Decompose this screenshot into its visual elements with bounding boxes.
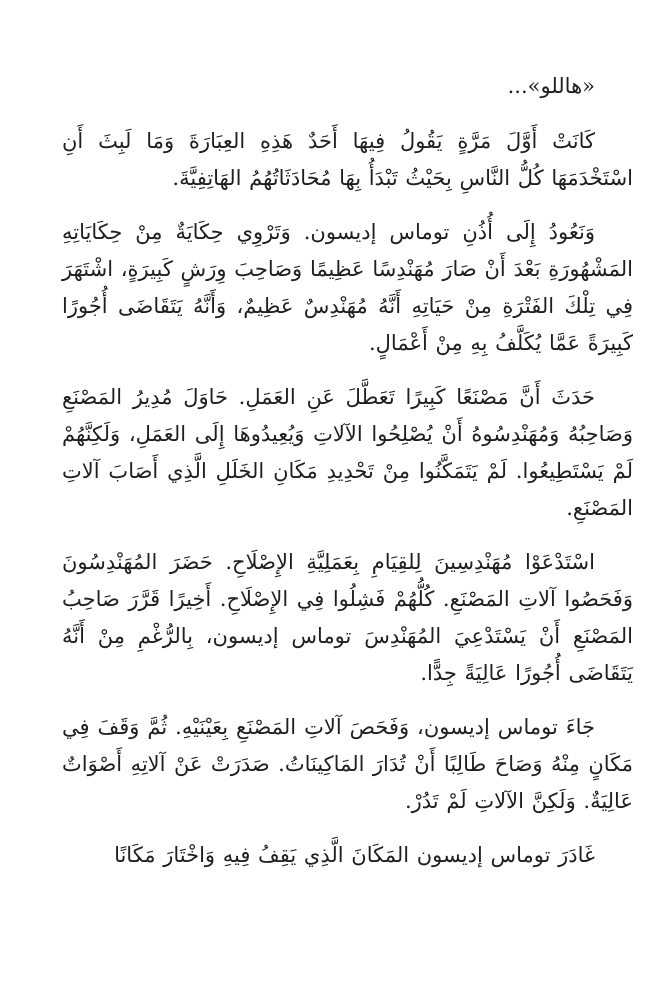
opening-line: «هاللو»...: [507, 74, 595, 98]
paragraph-3: حَدَثَ أَنَّ مَصْنَعًا كَبِيرًا تَعَطَّلَ عَنِ العَمَلِ. حَاوَلَ مُدِيرُ المَصْنَعِ وَصَاحِبُهُ وَمُهَنْدِسُوهُ أَنْ يُصْلِحُوا الآلاتِ وَيُعِيدُوهَا إِلَى العَمَلِ، وَلَكِنَّهُمْ لَمْ يَسْتَطِيعُوا. لَمْ يَتَمَكَّنُوا مِنْ تَحْدِيدِ مَكَانِ الخَلَلِ الَّذِي أَصَابَ آلاتِ المَصْنَعِ.: [62, 385, 633, 520]
paragraph-6: غَادَرَ توماس إديسون المَكَانَ الَّذِي يَقِفُ فِيهِ وَاخْتَارَ مَكَانًا: [114, 843, 595, 867]
paragraph-2: وَنَعُودُ إِلَى أُذُنِ توماس إديسون. وَتَرْوِي حِكَايَةٌ مِنْ حِكَايَاتِهِ المَشْهُورَةِ بَعْدَ أَنْ صَارَ مُهَنْدِسًا عَظِيمًا وَصَاحِبَ وِرَشٍ كَبِيرَةٍ، اشْتَهَرَ فِي تِلْكَ الفَتْرَةِ مِنْ حَيَاتِهِ أَنَّهُ مُهَنْدِسٌ عَظِيمٌ، وَأَنَّهُ يَتَقَاضَى أُجُورًا كَبِيرَةً عَمَّا يُكَلَّفُ بِهِ مِنْ أَعْمَالٍ.: [62, 220, 633, 355]
paragraph-4: اسْتَدْعَوْا مُهَنْدِسِينَ لِلقِيَامِ بِعَمَلِيَّةِ الإِصْلَاحِ. حَضَرَ المُهَنْدِسُونَ وَفَحَصُوا آلاتِ المَصْنَعِ. كُلُّهُمْ فَشِلُوا فِي الإِصْلَاحِ. أَخِيرًا قَرَّرَ صَاحِبُ المَصْنَعِ أَنْ يَسْتَدْعِيَ المُهَنْدِسَ توماس إديسون، بِالرُّغْمِ مِنْ أَنَّهُ يَتَقَاضَى أُجُورًا عَالِيَةً جِدًّا.: [62, 550, 633, 685]
paragraph-5: جَاءَ توماس إديسون، وَفَحَصَ آلاتِ المَصْنَعِ بِعَيْنَيْهِ. ثُمَّ وَقَفَ فِي مَكَانٍ مِنْهُ وَصَاحَ طَالِبًا أَنْ تُدَارَ المَاكِينَاتُ. صَدَرَتْ عَنْ آلاتِهِ أَصْوَاتٌ عَالِيَةٌ. وَلَكِنَّ الآلاتِ لَمْ تَدُرْ.: [62, 715, 633, 813]
book-page: [62, 68, 633, 891]
paragraph-1: كَانَتْ أَوَّلَ مَرَّةٍ يَقُولُ فِيهَا أَحَدٌ هَذِهِ العِبَارَةَ وَمَا لَبِثَ أَنِ اسْتَخْدَمَهَا كُلُّ النَّاسِ بِحَيْثُ تَبْدَأُ بِهَا مُحَادَثَاتُهُمُ الهَاتِفِيَّةَ.: [62, 129, 633, 190]
